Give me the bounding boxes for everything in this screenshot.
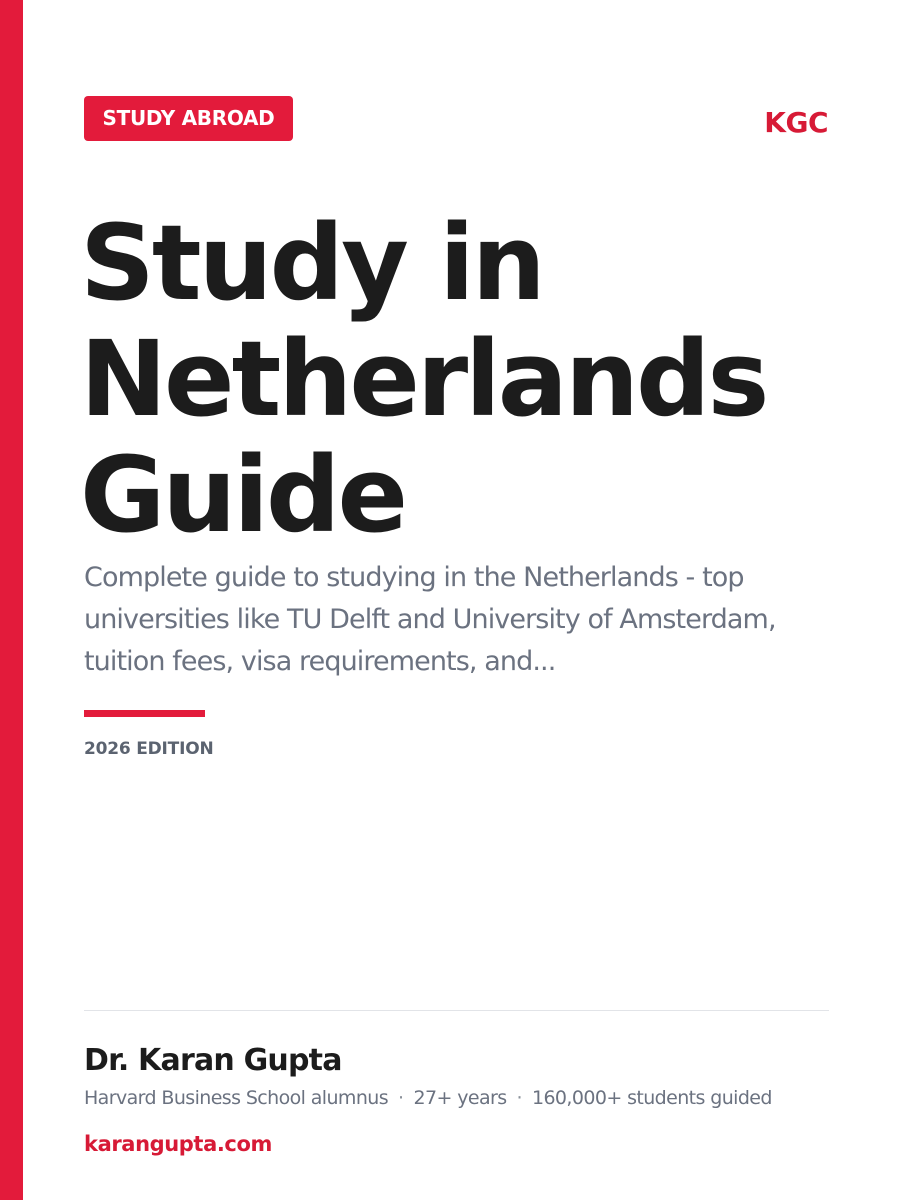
title-line-1: Study in — [80, 202, 543, 324]
accent-rule — [84, 710, 205, 717]
credential-experience: 27+ years — [413, 1087, 507, 1109]
footer-divider — [84, 1010, 829, 1011]
left-accent-bar — [0, 0, 23, 1200]
author-name: Dr. Karan Gupta — [84, 1043, 342, 1078]
website-link[interactable]: karangupta.com — [84, 1132, 272, 1156]
cover-subtitle: Complete guide to studying in the Netherlands - top universities like TU Delft and University of Amsterdam, tuition fees, visa requirements, and... — [84, 562, 776, 677]
category-badge: STUDY ABROAD — [84, 96, 293, 141]
cover-title — [80, 202, 860, 556]
credential-alumnus: Harvard Business School alumnus — [84, 1087, 389, 1109]
credential-separator: · — [516, 1087, 522, 1109]
edition-label: 2026 EDITION — [84, 739, 214, 759]
title-line-3: Guide — [80, 434, 406, 556]
author-credentials — [84, 1084, 772, 1112]
brand-logo: KGC — [764, 106, 828, 139]
credential-separator: · — [398, 1087, 404, 1109]
title-line-2: Netherlands — [80, 318, 767, 440]
credential-students: 160,000+ students guided — [531, 1087, 772, 1109]
